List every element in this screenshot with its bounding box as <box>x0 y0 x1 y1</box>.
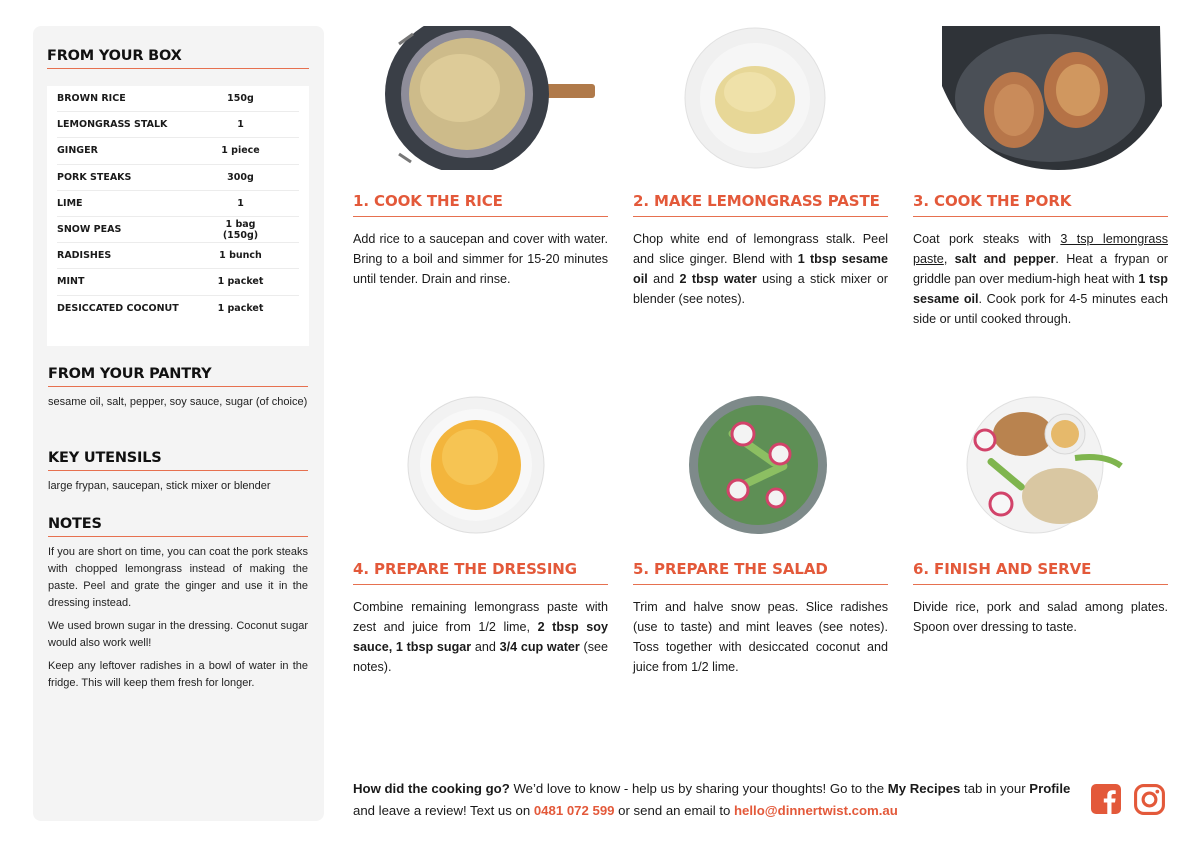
note-paragraph: If you are short on time, you can coat the pork steaks with chopped lemongrass instead of making the paste. Peel and grate the ginger and use it in the dressing instead. <box>48 546 308 609</box>
table-row <box>57 269 299 295</box>
ingredient-name: GINGER <box>57 145 98 157</box>
ingredient-name: PORK STEAKS <box>57 171 132 183</box>
step-6 <box>913 560 1168 637</box>
notes-text <box>48 544 308 692</box>
step-text-run: Chop white end of lemongrass stalk. Peel and slice ginger. Blend with <box>633 232 888 266</box>
ingredient-name: LIME <box>57 197 83 209</box>
step-text-run: . Cook pork for 4-5 minutes each side or until cooked through. <box>913 292 1168 326</box>
step-text <box>633 229 888 309</box>
ingredient-qty: 1 <box>237 197 244 209</box>
table-row <box>57 138 299 164</box>
rice-strainer-photo <box>385 26 600 170</box>
feedback-footer <box>353 778 1073 822</box>
notes-heading: NOTES <box>48 516 308 537</box>
step-title: 6. FINISH AND SERVE <box>913 560 1168 585</box>
table-row <box>57 86 299 112</box>
step-title: 3. COOK THE PORK <box>913 192 1168 217</box>
step-text-run: using a stick mixer or blender (see notes). <box>633 272 888 306</box>
utensils-section <box>48 450 308 495</box>
step-text-run: and <box>471 640 500 654</box>
step-text <box>913 229 1168 329</box>
step-text-run: Divide rice, pork and salad among plates. Spoon over dressing to taste. <box>913 600 1168 634</box>
pantry-heading: FROM YOUR PANTRY <box>48 366 308 387</box>
ingredient-name: BROWN RICE <box>57 93 126 105</box>
step-bold-run: 1 tsp sesame oil <box>913 272 1168 306</box>
step-bold-run: salt and pepper <box>954 252 1056 266</box>
ingredient-qty: 1 piece <box>221 145 260 157</box>
ingredient-qty: 150g <box>227 93 254 105</box>
utensils-heading: KEY UTENSILS <box>48 450 308 471</box>
ingredient-name: RADISHES <box>57 250 112 262</box>
step-text <box>913 597 1168 637</box>
step-5 <box>633 560 888 677</box>
step-bold-run: 2 tbsp soy sauce, 1 tbsp sugar <box>353 620 608 654</box>
note-paragraph: We used brown sugar in the dressing. Coconut sugar would also work well! <box>48 620 308 649</box>
instagram-icon[interactable] <box>1133 783 1166 816</box>
footer-text: or send an email to <box>614 803 734 818</box>
pantry-text: sesame oil, salt, pepper, soy sauce, sugar (of choice) <box>48 396 308 408</box>
pantry-section <box>48 366 308 411</box>
table-row <box>57 296 299 322</box>
step-text-run: Coat pork steaks with <box>913 232 1061 246</box>
step-bold-run: 2 tbsp water <box>679 272 757 286</box>
footer-text: tab in your <box>960 781 1030 796</box>
table-row <box>57 191 299 217</box>
utensils-text: large frypan, saucepan, stick mixer or blender <box>48 480 271 492</box>
lemongrass-paste-photo <box>682 26 828 170</box>
ingredient-qty: 1 <box>237 119 244 131</box>
footer-text: We’d love to know - help us by sharing your thoughts! Go to the <box>509 781 888 796</box>
step-bold-run: 1 tbsp sesame oil <box>633 252 888 286</box>
ingredient-name: DESICCATED COCONUT <box>57 303 179 315</box>
step-text-run: Combine remaining lemongrass paste with zest and juice from 1/2 lime, <box>353 600 608 634</box>
my-recipes-link[interactable]: My Recipes <box>887 781 961 796</box>
profile-link[interactable]: Profile <box>1029 781 1071 796</box>
ingredient-name: MINT <box>57 276 85 288</box>
table-row <box>57 217 299 243</box>
step-title: 5. PREPARE THE SALAD <box>633 560 888 585</box>
table-row <box>57 112 299 138</box>
step-text-run: (see notes). <box>353 640 609 674</box>
step-title: 2. MAKE LEMONGRASS PASTE <box>633 192 888 217</box>
pork-pan-photo <box>938 26 1163 170</box>
dressing-bowl-photo <box>406 395 546 535</box>
step-text <box>353 229 608 289</box>
notes-section <box>48 516 308 698</box>
footer-text: and leave a review! Text us on <box>353 803 534 818</box>
ingredient-name: LEMONGRASS STALK <box>57 119 168 131</box>
step-title: 1. COOK THE RICE <box>353 192 608 217</box>
facebook-icon[interactable] <box>1090 783 1122 815</box>
email-link[interactable]: hello@dinnertwist.com.au <box>734 803 898 818</box>
note-paragraph: Keep any leftover radishes in a bowl of water in the fridge. This will keep them fresh for longer. <box>48 660 308 689</box>
step-bold-run: 3/4 cup water <box>499 640 580 654</box>
step-text <box>353 597 608 677</box>
ingredient-qty: 1 bag (150g) <box>222 218 259 241</box>
ingredient-qty: 300g <box>227 171 254 183</box>
step-text <box>633 597 888 677</box>
step-underline-run: 3 tsp lemongrass paste <box>913 232 1168 266</box>
finished-plate-photo <box>965 396 1125 534</box>
footer-question: How did the cooking go? <box>353 781 510 796</box>
step-text-run: and <box>647 272 680 286</box>
step-3 <box>913 192 1168 329</box>
ingredient-name: SNOW PEAS <box>57 224 122 236</box>
ingredient-qty: 1 packet <box>217 276 264 288</box>
step-2 <box>633 192 888 309</box>
box-heading: FROM YOUR BOX <box>47 48 309 69</box>
step-4 <box>353 560 608 677</box>
step-title: 4. PREPARE THE DRESSING <box>353 560 608 585</box>
phone-link[interactable]: 0481 072 599 <box>533 803 615 818</box>
step-1 <box>353 192 608 289</box>
step-text-run: , <box>943 252 955 266</box>
ingredient-qty: 1 packet <box>217 303 264 315</box>
sidebar-panel <box>33 26 324 821</box>
step-text-run: . Heat a frypan or griddle pan over medium-high heat with <box>913 252 1168 286</box>
step-text-run: Add rice to a saucepan and cover with water. Bring to a boil and simmer for 15-20 minutes until tender. Drain and rinse. <box>353 232 608 286</box>
salad-bowl-photo <box>688 394 828 536</box>
table-row <box>57 165 299 191</box>
ingredient-qty: 1 bunch <box>219 250 262 262</box>
table-row <box>57 243 299 269</box>
ingredients-table <box>47 86 309 346</box>
step-text-run: Trim and halve snow peas. Slice radishes (use to taste) and mint leaves (see notes). Toss together with desiccated coconut and juice from 1/2 lime. <box>633 600 888 674</box>
